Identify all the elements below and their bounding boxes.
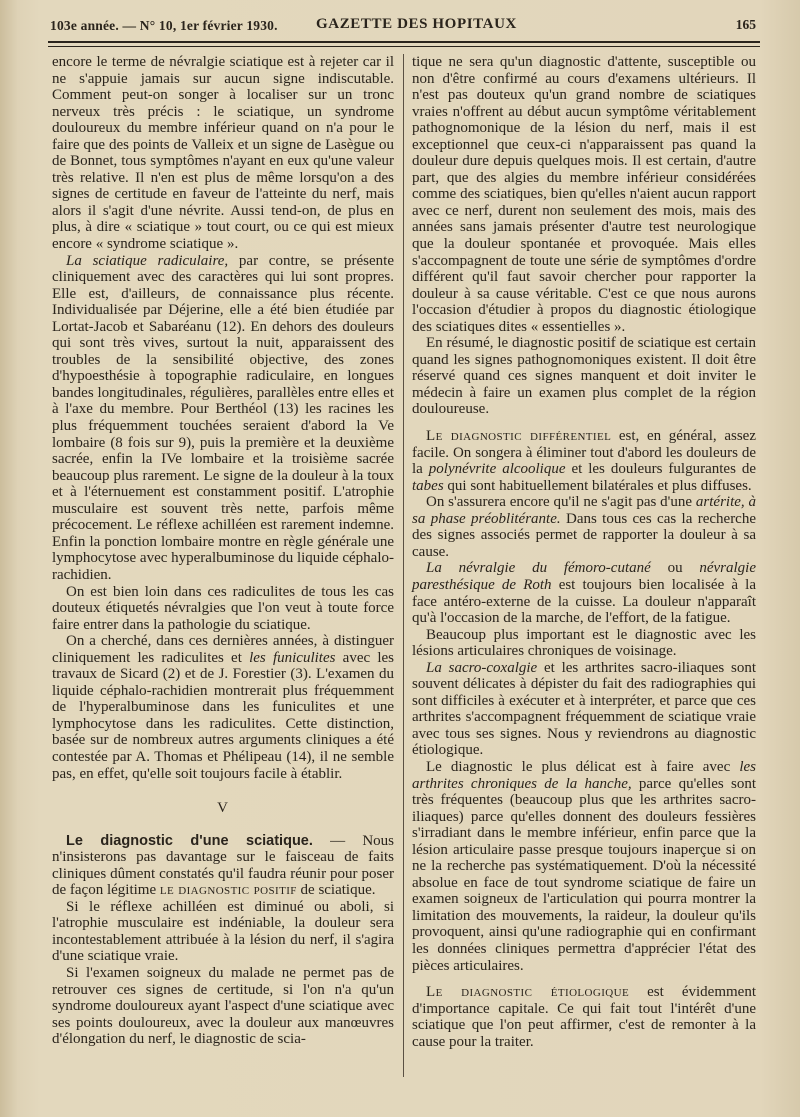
italic-term: névralgie paresthésique de Roth bbox=[412, 560, 757, 593]
issue-line: 103e année. — N° 10, 1er février 1930. bbox=[50, 18, 278, 33]
italic-term: La sacro-coxalgie bbox=[426, 659, 538, 676]
italic-term: artérite, à sa phase préoblitérante. bbox=[412, 494, 757, 527]
left-column bbox=[52, 54, 394, 1048]
section-number: V bbox=[217, 800, 229, 817]
small-caps-term: le diagnostic positif bbox=[159, 882, 297, 899]
page-number: 165 bbox=[735, 17, 756, 32]
italic-term: tabes bbox=[412, 477, 444, 494]
paragraph: Le diagnostic le plus délicat est à faire avec les arthrites chroniques de la hanche, parce qu'elles sont très fréquentes (beaucoup plus que les arthrites sacro-iliaques) parce qu'elles donnent des douleurs fessières s'irradiant dans le membre inférieur, enfin parce que la lésion articulaire passe presque toujours inaperçue si on ne la recherche pas systématiquement. D'où la nécessité absolue en face de tout syndrome sciatique de faire un examen soigneux de l'articulation qui pourra montrer la limitation des mouvements, la raideur, la douleur qu'ils provoquent, ainsi qu'une radiographie qui en confirmant les données cliniques permettra d'apprécier l'état des pièces articulaires. bbox=[412, 758, 756, 974]
paragraph: Beaucoup plus important est le diagnostic avec les lésions articulaires chroniques de voisinage. bbox=[412, 626, 756, 660]
italic-term: La névralgie du fémoro-cutané bbox=[426, 560, 651, 577]
paragraph: Si l'examen soigneux du malade ne permet pas de retrouver ces signes de certitude, si l'on n'a qu'un syndrome douloureux ayant l'aspect d'une sciatique avec ses points douloureux, avec la douleur aux manœuvres d'élongation du nerf, le diagnostic de scia- bbox=[52, 964, 394, 1048]
italic-term: les arthrites chroniques de la hanche, bbox=[412, 758, 756, 792]
section-heading: Le diagnostic d'une sciatique. bbox=[66, 832, 313, 849]
paragraph: tique ne sera qu'un diagnostic d'attente, susceptible ou non d'être confirmé au cours d'examens ultérieurs. Il n'est pas douteux qu'un grand nombre de sciatiques vraies n'offrent au début aucun symptôme véritablement pathognomonique de la lésion du nerf, mais il est exceptionnel que ceux-ci n'apparaissent pas quand la douleur dure depuis quelques mois. Il est certain, d'autre part, que des algies du membre inférieur considérées comme des sciatiques, bien qu'elles n'aient aucun rapport avec ce nerf, durent non seulement des mois, mais des années sans jamais présenter d'autre test neurologique que la douleur spontanée et provoquée. Mais elles s'accompagnent de toute une série de symptômes d'ordre différent qu'il faut savoir chercher pour rapporter la douleur à sa cause véritable. C'est ce que nous aurons l'occasion d'étudier à propos du diagnostic étiologique des sciatiques dites « essentielles ». bbox=[412, 54, 756, 335]
paragraph: Si le réflexe achilléen est diminué ou aboli, si l'atrophie musculaire est indéniable, la douleur sera incontestablement attribuée à la lésion du nerf, il s'agira d'une sciatique vraie. bbox=[52, 898, 394, 965]
page-header bbox=[50, 14, 756, 38]
small-caps-term: Le diagnostic différentiel bbox=[426, 428, 612, 445]
paragraph: Le diagnostic étiologique est évidemment d'importance capitale. Ce qui fait tout l'intérêt d'une sciatique que l'on peut affirmer, c'est de remonter à la cause pour la traiter. bbox=[412, 984, 756, 1050]
column-divider bbox=[403, 54, 404, 1077]
header-rule-thin bbox=[48, 46, 760, 47]
italic-term: La sciatique radiculaire, bbox=[66, 252, 229, 269]
paragraph: Le diagnostic différentiel est, en général, assez facile. On songera à éliminer tout d'abord les douleurs de la polynévrite alcoolique et les douleurs fulgurantes de tabes qui sont habituellement bilatérales et plus diffuses. bbox=[412, 428, 757, 494]
paragraph: On est bien loin dans ces radiculites de tous les cas douteux étiquetés névralgies que l'on veut à toute force faire entrer dans la pathologie du sciatique. bbox=[52, 583, 394, 633]
paragraph: On a cherché, dans ces dernières années, à distinguer cliniquement les radiculites et les funiculites avec les travaux de Sicard (2) et de J. Forestier (3). L'examen du liquide céphalo-rachidien montrerait plus fréquemment de l'hyperalbuminose dans les funiculites et une lymphocytose dans les radiculites. Cette distinction, basée sur de nombreux autres arguments cliniques a été contestée par A. Thomas et Phélipeau (14), il ne semble pas, en effet, qu'elle soit toujours facile à établir. bbox=[52, 633, 394, 782]
header-rule-thick bbox=[48, 41, 760, 43]
small-caps-term: Le diagnostic étiologique bbox=[426, 984, 630, 1001]
italic-term: les funiculites bbox=[249, 649, 336, 666]
journal-title: GAZETTE DES HOPITAUX bbox=[316, 16, 517, 32]
paragraph: La sacro-coxalgie et les arthrites sacro-iliaques sont souvent délicates à dépister du fait des radiographies qui sont difficiles à exécuter et à interpréter, et parce que ces arthrites s'accompagnent fréquemment de sciatique vraie avec tous ses signes. Nous y reviendrons au diagnostic étiologique. bbox=[412, 659, 757, 759]
paragraph: On s'assurera encore qu'il ne s'agit pas d'une artérite, à sa phase préoblitérante. Dans tous ces cas la recherche des signes associés permet de rapporter la douleur à sa cause. bbox=[412, 494, 757, 560]
paragraph: encore le terme de névralgie sciatique est à rejeter car il ne s'appuie jamais sur aucun signe indiscutable. Comment peut-on songer à localiser sur un tronc nerveux très précis : le sciatique, un syndrome douloureux du membre inférieur quand on n'a pour le faire que des points de Valleix et un signe de Lasègue ou de Bonnet, tous symptômes n'ayant en eux qu'une valeur très relative. Il n'en est plus de même lorsqu'on a des signes de certitude en faveur de l'atteinte du nerf, mais alors il s'agit d'une névrite. Aussi tend-on, de plus en plus, à dire « sciatique » tout court, ou ce qui est mieux encore « syndrome sciatique ». bbox=[52, 54, 394, 253]
paragraph: En résumé, le diagnostic positif de sciatique est certain quand les signes pathognomoniques existent. Il doit être réservé quand ces signes manquent et doit inviter le médecin à faire un examen plus complet de la région douloureuse. bbox=[412, 335, 756, 418]
paragraph: La névralgie du fémoro-cutané ou névralgie paresthésique de Roth est toujours bien localisée à la face antéro-externe de la cuisse. La douleur n'apparaît qu'à l'occasion de la marche, de l'effort, de la fatigue. bbox=[412, 560, 757, 627]
italic-term: polynévrite alcoolique bbox=[428, 461, 566, 478]
paragraph: Le diagnostic d'une sciatique. — Nous n'insisterons pas davantage sur le faisceau de faits cliniques dûment constatés qu'il faudra réunir pour poser de façon légitime le diagnostic positif de sciatique. bbox=[52, 832, 394, 899]
right-column bbox=[412, 54, 756, 1050]
paragraph: La sciatique radiculaire, par contre, se présente cliniquement avec des caractères qui lui sont propres. Elle est, d'ailleurs, de connaissance plus récente. Individualisée par Déjerine, elle a été bien étudiée par Lortat-Jacob et Sabaréanu (12). En dehors des douleurs qui sont très vives, surtout la nuit, apparaissent des troubles de la sensibilité objective, des zones d'hypoesthésie à topographie radiculaire, en longues bandes longitudinales, régulières, parallèles entre elles et à l'axe du membre. Pour Berthéol (13) les racines les plus fréquemment touchées seraient d'abord la Ve lombaire (8 fois sur 9), puis la première et la deuxième sacrée, enfin la IVe lombaire et la troisième sacrée beaucoup plus rarement. Le signe de la douleur à la toux et à l'éternuement est constamment positif. L'atrophie musculaire est souvent très nette, parfois même précocement. Le réflexe achilléen est rarement indemne. Enfin la ponction lombaire montre en règle générale une lymphocytose avec hyperalbuminose du liquide céphalo-rachidien. bbox=[52, 252, 394, 583]
